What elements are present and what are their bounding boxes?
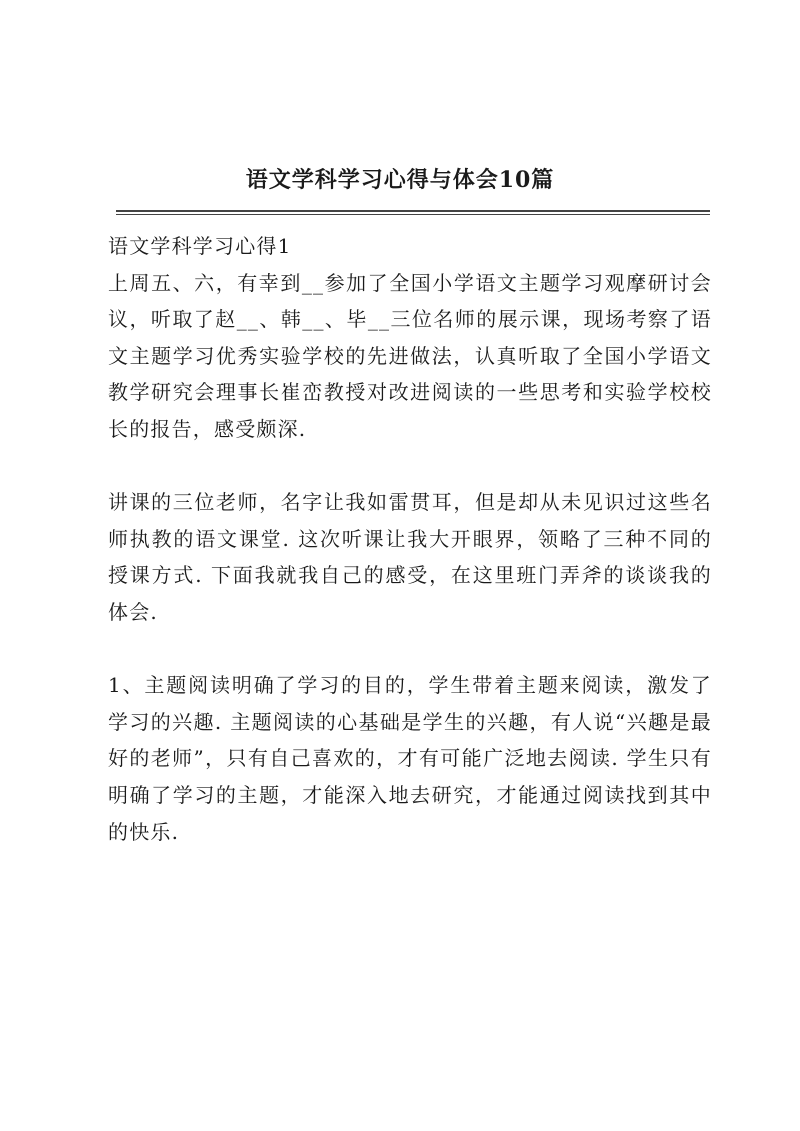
paragraph-3: 1、主题阅读明确了学习的目的，学生带着主题来阅读，激发了学习的兴趣. 主题阅读的心基础是学生的兴趣，有人说“兴趣是最好的老师”，只有自己喜欢的，才有可能广泛地去阅读. 学生只有明确了学习的主题，才能深入地去研究，才能通过阅读找到其中的快乐.: [108, 673, 712, 844]
document-title: 语文学科学习心得与体会10篇: [245, 167, 555, 193]
document-body: [108, 228, 712, 850]
paragraph-2: 讲课的三位老师，名字让我如雷贯耳，但是却从未见识过这些名师执教的语文课堂. 这次听课让我大开眼界，领略了三种不同的授课方式. 下面我就我自己的感受，在这里班门弄斧的谈谈我的体会.: [108, 490, 712, 624]
title-divider: [116, 210, 710, 215]
paragraph-1: 上周五、六，有幸到__参加了全国小学语文主题学习观摩研讨会议，听取了赵__、韩__、毕__三位名师的展示课，现场考察了语文主题学习优秀实验学校的先进做法，认真听取了全国小学语文教学研究会理事长崔峦教授对改进阅读的一些思考和实验学校校长的报告，感受颇深.: [108, 270, 712, 441]
paragraph-spacer: [108, 631, 712, 668]
section-heading: 语文学科学习心得1: [108, 234, 292, 258]
paragraph-spacer: [108, 448, 712, 485]
